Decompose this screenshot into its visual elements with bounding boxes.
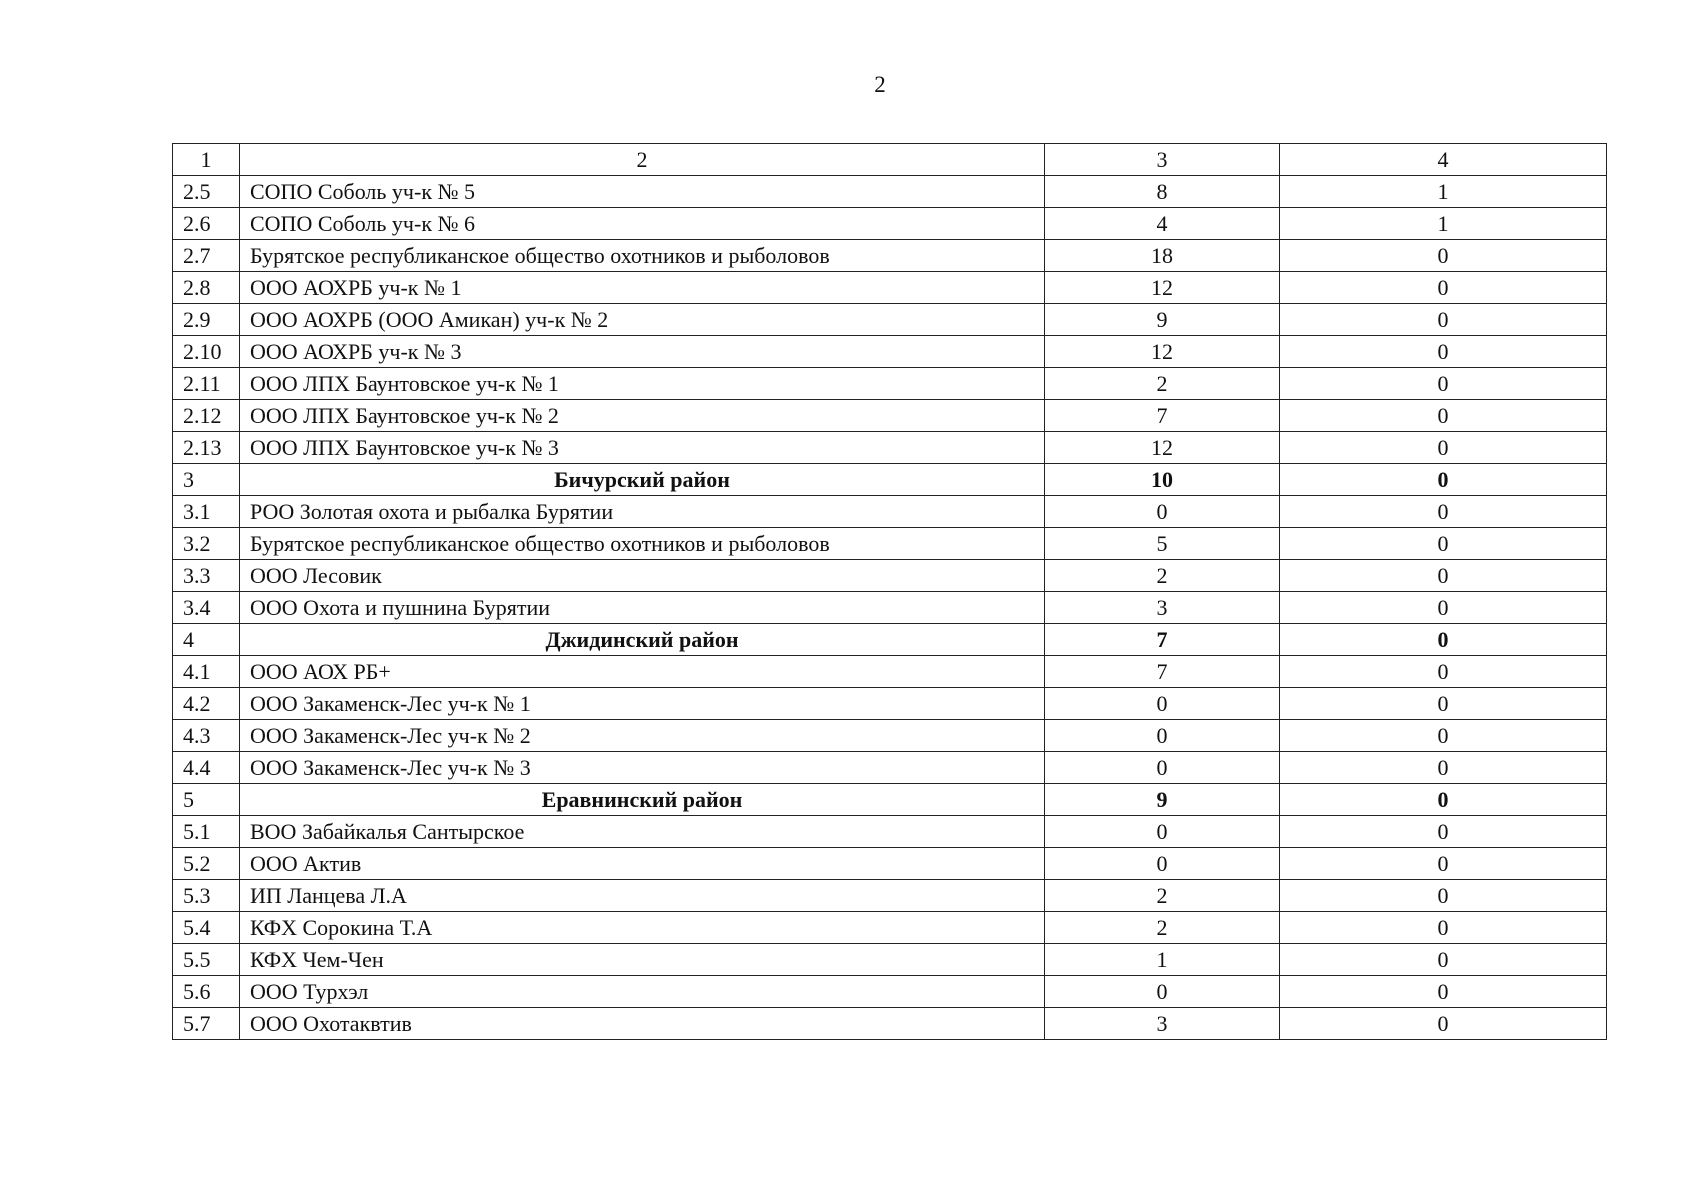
row-name-cell: Бурятское республиканское общество охотников и рыболовов	[240, 240, 1045, 272]
table-row	[173, 336, 1607, 368]
table-row	[173, 1008, 1607, 1040]
row-value-col4-cell: 0	[1280, 368, 1607, 400]
row-number-cell: 5.3	[173, 880, 240, 912]
row-name-cell: Еравнинский район	[240, 784, 1045, 816]
row-name-cell: ООО ЛПХ Баунтовское уч-к № 3	[240, 432, 1045, 464]
table-row	[173, 848, 1607, 880]
header-cell-1: 1	[173, 144, 240, 176]
row-number-cell: 3.4	[173, 592, 240, 624]
row-number-cell: 5.1	[173, 816, 240, 848]
row-name-cell: Джидинский район	[240, 624, 1045, 656]
header-cell-3: 3	[1045, 144, 1280, 176]
row-number-cell: 5.6	[173, 976, 240, 1008]
row-value-col3-cell: 10	[1045, 464, 1280, 496]
table-row	[173, 592, 1607, 624]
table-row	[173, 880, 1607, 912]
row-name-cell: ИП Ланцева Л.А	[240, 880, 1045, 912]
row-value-col3-cell: 12	[1045, 272, 1280, 304]
row-value-col3-cell: 7	[1045, 400, 1280, 432]
district-row	[173, 784, 1607, 816]
row-name-cell: РОО Золотая охота и рыбалка Бурятии	[240, 496, 1045, 528]
table-row	[173, 944, 1607, 976]
row-value-col4-cell: 0	[1280, 624, 1607, 656]
row-value-col4-cell: 0	[1280, 656, 1607, 688]
row-name-cell: КФХ Чем-Чен	[240, 944, 1045, 976]
row-number-cell: 4.1	[173, 656, 240, 688]
header-cell-2: 2	[240, 144, 1045, 176]
row-number-cell: 4.4	[173, 752, 240, 784]
row-value-col4-cell: 1	[1280, 176, 1607, 208]
row-value-col3-cell: 0	[1045, 848, 1280, 880]
table-row	[173, 912, 1607, 944]
row-number-cell: 5.4	[173, 912, 240, 944]
table-row	[173, 496, 1607, 528]
row-name-cell: ООО АОХ РБ+	[240, 656, 1045, 688]
row-value-col4-cell: 0	[1280, 240, 1607, 272]
table-body	[173, 144, 1607, 1040]
table-row	[173, 176, 1607, 208]
row-name-cell: ООО Охота и пушнина Бурятии	[240, 592, 1045, 624]
row-value-col3-cell: 12	[1045, 336, 1280, 368]
row-value-col3-cell: 7	[1045, 624, 1280, 656]
table-row	[173, 560, 1607, 592]
row-number-cell: 2.10	[173, 336, 240, 368]
row-value-col4-cell: 1	[1280, 208, 1607, 240]
row-value-col3-cell: 0	[1045, 688, 1280, 720]
row-number-cell: 2.8	[173, 272, 240, 304]
table-row	[173, 208, 1607, 240]
row-value-col4-cell: 0	[1280, 816, 1607, 848]
table-row	[173, 688, 1607, 720]
row-number-cell: 5.2	[173, 848, 240, 880]
row-number-cell: 2.5	[173, 176, 240, 208]
table-header-row	[173, 144, 1607, 176]
table-row	[173, 240, 1607, 272]
row-name-cell: Бурятское республиканское общество охотников и рыболовов	[240, 528, 1045, 560]
row-value-col4-cell: 0	[1280, 944, 1607, 976]
row-value-col3-cell: 5	[1045, 528, 1280, 560]
row-value-col3-cell: 2	[1045, 368, 1280, 400]
row-number-cell: 2.6	[173, 208, 240, 240]
table-row	[173, 720, 1607, 752]
row-value-col3-cell: 2	[1045, 912, 1280, 944]
row-number-cell: 2.9	[173, 304, 240, 336]
row-number-cell: 5	[173, 784, 240, 816]
row-value-col4-cell: 0	[1280, 688, 1607, 720]
row-value-col4-cell: 0	[1280, 400, 1607, 432]
page-number: 2	[874, 72, 886, 97]
row-name-cell: ООО Охотаквтив	[240, 1008, 1045, 1040]
row-name-cell: ООО Турхэл	[240, 976, 1045, 1008]
row-value-col4-cell: 0	[1280, 848, 1607, 880]
row-value-col3-cell: 4	[1045, 208, 1280, 240]
row-value-col4-cell: 0	[1280, 560, 1607, 592]
row-value-col4-cell: 0	[1280, 528, 1607, 560]
table-row	[173, 400, 1607, 432]
row-name-cell: ВОО Забайкалья Сантырское	[240, 816, 1045, 848]
table-row	[173, 976, 1607, 1008]
row-value-col3-cell: 7	[1045, 656, 1280, 688]
row-number-cell: 2.7	[173, 240, 240, 272]
table-row	[173, 368, 1607, 400]
district-row	[173, 624, 1607, 656]
row-number-cell: 3.1	[173, 496, 240, 528]
row-value-col4-cell: 0	[1280, 784, 1607, 816]
table-row	[173, 528, 1607, 560]
row-number-cell: 2.12	[173, 400, 240, 432]
table-row	[173, 304, 1607, 336]
row-value-col3-cell: 8	[1045, 176, 1280, 208]
row-value-col4-cell: 0	[1280, 336, 1607, 368]
row-name-cell: КФХ Сорокина Т.А	[240, 912, 1045, 944]
row-number-cell: 4.2	[173, 688, 240, 720]
row-value-col4-cell: 0	[1280, 912, 1607, 944]
row-number-cell: 5.7	[173, 1008, 240, 1040]
table-row	[173, 656, 1607, 688]
row-value-col3-cell: 0	[1045, 720, 1280, 752]
row-name-cell: Бичурский район	[240, 464, 1045, 496]
row-name-cell: СОПО Соболь уч-к № 5	[240, 176, 1045, 208]
row-name-cell: ООО ЛПХ Баунтовское уч-к № 2	[240, 400, 1045, 432]
row-value-col3-cell: 0	[1045, 816, 1280, 848]
row-name-cell: ООО Закаменск-Лес уч-к № 2	[240, 720, 1045, 752]
table-row	[173, 752, 1607, 784]
row-value-col3-cell: 9	[1045, 784, 1280, 816]
row-number-cell: 4	[173, 624, 240, 656]
row-number-cell: 2.13	[173, 432, 240, 464]
row-name-cell: ООО АОХРБ уч-к № 3	[240, 336, 1045, 368]
row-value-col4-cell: 0	[1280, 304, 1607, 336]
row-value-col3-cell: 12	[1045, 432, 1280, 464]
row-name-cell: ООО АОХРБ уч-к № 1	[240, 272, 1045, 304]
row-name-cell: СОПО Соболь уч-к № 6	[240, 208, 1045, 240]
row-value-col3-cell: 3	[1045, 592, 1280, 624]
row-name-cell: ООО Лесовик	[240, 560, 1045, 592]
row-number-cell: 2.11	[173, 368, 240, 400]
row-name-cell: ООО Закаменск-Лес уч-к № 1	[240, 688, 1045, 720]
data-table	[172, 143, 1607, 1040]
row-value-col3-cell: 2	[1045, 560, 1280, 592]
row-value-col3-cell: 0	[1045, 752, 1280, 784]
row-value-col4-cell: 0	[1280, 432, 1607, 464]
row-value-col4-cell: 0	[1280, 1008, 1607, 1040]
table-row	[173, 272, 1607, 304]
row-value-col4-cell: 0	[1280, 976, 1607, 1008]
row-name-cell: ООО Закаменск-Лес уч-к № 3	[240, 752, 1045, 784]
header-cell-4: 4	[1280, 144, 1607, 176]
row-number-cell: 3.3	[173, 560, 240, 592]
row-value-col4-cell: 0	[1280, 464, 1607, 496]
row-value-col3-cell: 3	[1045, 1008, 1280, 1040]
row-value-col3-cell: 0	[1045, 976, 1280, 1008]
row-name-cell: ООО АОХРБ (ООО Амикан) уч-к № 2	[240, 304, 1045, 336]
table-row	[173, 816, 1607, 848]
row-value-col4-cell: 0	[1280, 272, 1607, 304]
row-number-cell: 4.3	[173, 720, 240, 752]
row-name-cell: ООО Актив	[240, 848, 1045, 880]
district-row	[173, 464, 1607, 496]
row-value-col3-cell: 2	[1045, 880, 1280, 912]
row-value-col4-cell: 0	[1280, 592, 1607, 624]
row-value-col3-cell: 0	[1045, 496, 1280, 528]
row-value-col4-cell: 0	[1280, 880, 1607, 912]
row-number-cell: 3.2	[173, 528, 240, 560]
row-name-cell: ООО ЛПХ Баунтовское уч-к № 1	[240, 368, 1045, 400]
row-value-col4-cell: 0	[1280, 752, 1607, 784]
row-value-col4-cell: 0	[1280, 720, 1607, 752]
row-value-col3-cell: 9	[1045, 304, 1280, 336]
row-value-col3-cell: 18	[1045, 240, 1280, 272]
row-value-col4-cell: 0	[1280, 496, 1607, 528]
row-number-cell: 3	[173, 464, 240, 496]
row-number-cell: 5.5	[173, 944, 240, 976]
row-value-col3-cell: 1	[1045, 944, 1280, 976]
table-row	[173, 432, 1607, 464]
